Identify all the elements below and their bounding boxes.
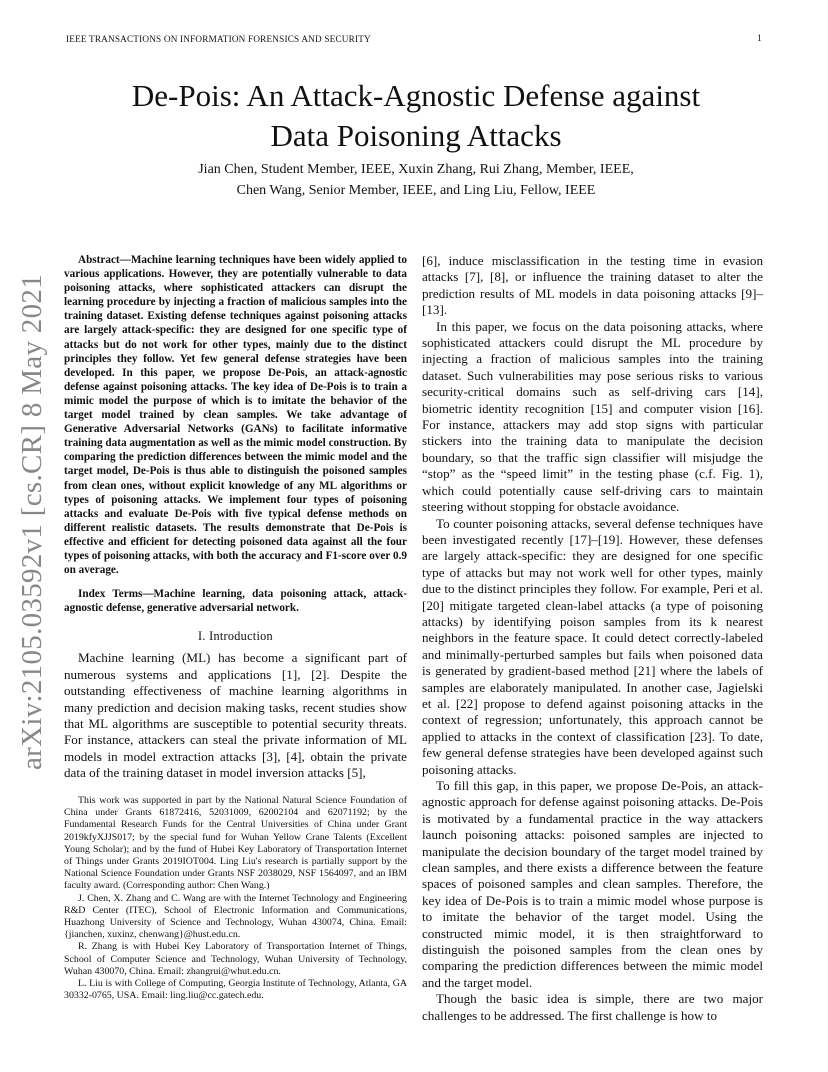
body-paragraph-5: Though the basic idea is simple, there are two major challenges to be addressed. The first challenge is how to [422, 991, 763, 1023]
authors-line-1: Jian Chen, Student Member, IEEE, Xuxin Zhang, Rui Zhang, Member, IEEE, [198, 162, 634, 177]
title-line-1: De-Pois: An Attack-Agnostic Defense against [131, 78, 701, 113]
left-column [64, 253, 407, 782]
intro-paragraph: Machine learning (ML) has become a significant part of numerous systems and applications [1], [2]. Despite the outstanding effectiveness of machine learning algorithms in many prediction and decision making tasks, recent studies show that ML algorithms are susceptible to potential security threats. For instance, attackers can steal the private information of ML models in model extraction attacks [3], [4], obtain the private data of the training dataset in model inversion attacks [5], [64, 650, 407, 781]
abstract: Abstract—Machine learning techniques have been widely applied to various applications. However, they are potentially vulnerable to data poisoning attacks, where sophisticated attackers can disrupt the learning procedure by injecting a fraction of malicious samples into the training dataset. Existing defense techniques against poisoning attacks are largely attack-specific: they are designed for one specific type of attacks but do not work for other types, mainly due to the distinct principles they follow. Yet few general defense strategies have been developed. In this paper, we propose De-Pois, an attack-agnostic defense against poisoning attacks. The key idea of De-Pois is to train a mimic model the purpose of which is to imitate the behavior of the target model trained by clean samples. We take advantage of Generative Adversarial Networks (GANs) to facilitate informative training data augmentation as well as the mimic model construction. By comparing the prediction differences between the mimic model and the target model, De-Pois is thus able to distinguish the poisoned samples from clean ones, without explicit knowledge of any ML algorithms or types of poisoning attacks. We implement four types of poisoning attacks and evaluate De-Pois with five typical defense methods on different realistic datasets. The results demonstrate that De-Pois is effective and efficient for detecting poisoned data against all the four types of poisoning attacks, with both the accuracy and F1-score over 0.9 on average. [64, 254, 407, 577]
body-paragraph-1: [6], induce misclassification in the testing time in evasion attacks [7], [8], or influence the training dataset to alter the prediction results of ML models in data poisoning attacks [9]–[13]. [422, 253, 763, 318]
body-paragraph-2: In this paper, we focus on the data poisoning attacks, where sophisticated attackers could disrupt the ML procedure by injecting a fraction of malicious samples into the training dataset. Such vulnerabilities may pose serious risks to various security-critical domains such as self-driving cars [14], biometric identity recognition [15] and computer vision [16]. For instance, attackers may add stop signs with particular stickers into the training data to manipulate the decision boundary, so that the traffic sign classifier will misjudge the “stop” as the “speed limit” in the testing phase (c.f. Fig. 1), which could potentially cause self-driving cars to maintain steering without stopping for obstacle avoidance. [422, 318, 763, 515]
running-head: IEEE TRANSACTIONS ON INFORMATION FORENSICS AND SECURITY [66, 34, 371, 44]
authors-line-2: Chen Wang, Senior Member, IEEE, and Ling Liu, Fellow, IEEE [236, 183, 596, 198]
footnote-affiliation-whut: R. Zhang is with Hubei Key Laboratory of Transportation Internet of Things, School of Computer Science and Technology, Wuhan University of Technology, Wuhan 430070, China. Email: zhangrui@whut.edu.cn. [64, 941, 407, 977]
footnote-funding: This work was supported in part by the National Natural Science Foundation of China under Grants 61872416, 52031009, 62002104 and 62071192; by the Fundamental Research Funds for the Central Universities of China under Grant 2019kfyXJJS017; by the special fund for Wuhan Yellow Crane Talents (Excellent Young Scholar); and by the fund of Hubei Key Laboratory of Transportation Internet of Things under Grants 2019IOT004. Ling Liu's research is partially support by the National Science Foundation under Grants NSF 2038029, NSF 1564097, and an IBM faculty award. (Corresponding author: Chen Wang.) [64, 795, 407, 892]
footnote-affiliation-gatech: L. Liu is with College of Computing, Georgia Institute of Technology, Atlanta, GA 30332-0765, USA. Email: ling.liu@cc.gatech.edu. [64, 978, 407, 1002]
right-column [422, 253, 763, 1024]
title-line-2: Data Poisoning Attacks [270, 118, 562, 153]
section-heading-introduction: I. Introduction [198, 629, 273, 644]
page-number: 1 [757, 34, 762, 44]
author-list [66, 159, 766, 201]
body-paragraph-4: To fill this gap, in this paper, we propose De-Pois, an attack-agnostic approach for defense against poisoning attacks. De-Pois is motivated by a fundamental practice in the way attackers launch poisoning attacks: poisoned samples are injected to manipulate the decision boundary of the target model trained by clean samples, and there exists a difference between the feature spaces of poisoned samples and clean samples. Therefore, the key idea of De-Pois is to train a mimic model whose purpose is to imitate the behavior of the target model. Using the constructed mimic model, it is then straightforward to distinguish the poisoned samples from the clean ones by comparing the prediction differences between the mimic model and the target model. [422, 778, 763, 990]
paper-title [66, 76, 766, 156]
body-paragraph-3: To counter poisoning attacks, several defense techniques have been investigated recently [17]–[19]. However, these defenses are largely attack-specific: they are designed for one specific type of attacks but may not work well for other types, mainly due to the distinct principles they follow. For example, Peri et al. [20] mitigate targeted clean-label attacks (a type of poisoning attacks) by identifying poison samples from its k nearest neighbors in the feature space. It could detect correctly-labeled and minimally-perturbed samples but fails when poisoned data is generated by gradient-based method [21] where the labels of samples are elaborately manipulated. In another case, Jagielski et al. [22] propose to defend against poisoning attacks in the context of regression; unfortunately, this approach cannot be applied to attacks in the context of classification [23]. To date, few general defense strategies have been developed against such poisoning attacks. [422, 515, 763, 777]
footnotes [64, 795, 407, 1002]
index-terms: Index Terms—Machine learning, data poisoning attack, attack-agnostic defense, generative adversarial network. [64, 588, 407, 615]
arxiv-identifier[interactable]: arXiv:2105.03592v1 [cs.CR] 8 May 2021 [16, 274, 48, 770]
footnote-affiliation-hust: J. Chen, X. Zhang and C. Wang are with the Internet Technology and Engineering R&D Center (ITEC), School of Electronic Information and Communications, Huazhong University of Science and Technology, Wuhan 430074, China. Email: {jianchen, xuxinz, chenwang}@hust.edu.cn. [64, 892, 407, 941]
